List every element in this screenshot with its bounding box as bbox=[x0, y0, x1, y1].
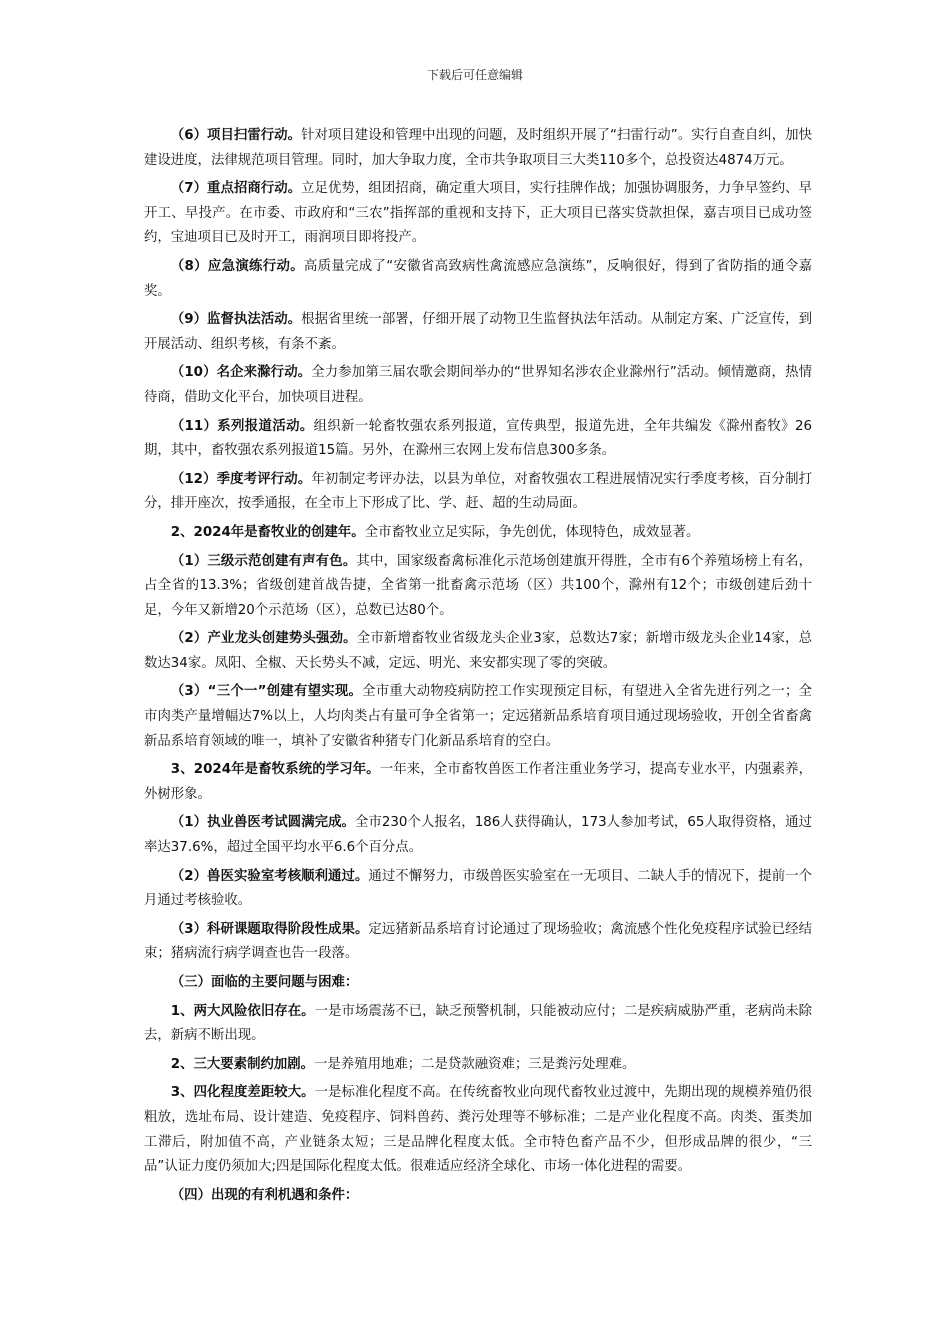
paragraph-quarterly-evaluation bbox=[144, 468, 812, 517]
paragraph-text: 一是标准化程度不高。在传统畜牧业向现代畜牧业过渡中，先期出现的规模养殖仍很粗放，选址布局、设计建造、免疫程序、饲料兽药、粪污处理等不够标准；二是产业化程度不高。肉类、蛋类加工滞后，附加值不高，产业链条太短；三是品牌化程度太低。全市特色畜产品不少，但形成品牌的很少，“三品”认证力度仍须加大;四是国际化程度太低。很难适应经济全球化、市场一体化进程的需要。 bbox=[144, 1085, 812, 1175]
paragraph-lead: （三）面临的主要问题与困难： bbox=[170, 975, 359, 990]
document-body bbox=[144, 124, 812, 1212]
page-header: 下载后可任意编辑 bbox=[426, 68, 523, 82]
paragraph-text: 通过不懈努力，市级兽医实验室在一无项目、二缺人手的情况下，提前一个月通过考核验收。 bbox=[144, 868, 812, 909]
paragraph-text: 立足优势，组团招商，确定重大项目，实行挂牌作战；加强协调服务，力争早签约、早开工、早投产。在市委、市政府和“三农”指挥部的重视和支持下，正大项目已落实贷款担保，嘉吉项目已成功签约，宝迪项目已及时开工，雨润项目即将投产。 bbox=[144, 181, 812, 246]
paragraph-lead: （1）三级示范创建有声有色。 bbox=[170, 553, 357, 569]
paragraph-three-level-demo bbox=[144, 550, 812, 624]
paragraph-emergency-drill bbox=[144, 255, 812, 304]
paragraph-lead: （10）名企来滁行动。 bbox=[170, 365, 312, 381]
paragraph-text: 一年来，全市畜牧兽医工作者注重业务学习，提高专业水平，内强素养，外树形象。 bbox=[144, 762, 812, 802]
paragraph-text: 全市重大动物疫病防控工作实现预定目标，有望进入全省先进行列之一；全市肉类产量增幅达7%以上，人均肉类占有量可争全省第一；定远猪新品系培育项目通过现场验收，开创全省畜禽新品系培育领域的唯一，填补了安徽省种猪专门化新品系培育的空白。 bbox=[144, 684, 812, 749]
paragraph-famous-enterprises bbox=[144, 361, 812, 410]
paragraph-lead: （8）应急演练行动。 bbox=[170, 258, 304, 274]
paragraph-lead: （四）出现的有利机遇和条件： bbox=[170, 1187, 359, 1203]
paragraph-research bbox=[144, 918, 812, 967]
paragraph-text: 一是市场震荡不已，缺乏预警机制，只能被动应付；二是疾病威胁严重，老病尚未除去，新病不断出现。 bbox=[144, 1003, 812, 1044]
paragraph-lead: 3、四化程度差距较大。 bbox=[170, 1085, 315, 1101]
paragraph-lead: 3、2024年是畜牧系统的学习年。 bbox=[170, 762, 380, 778]
paragraph-lead: （12）季度考评行动。 bbox=[170, 471, 312, 487]
paragraph-project-clearance bbox=[144, 124, 812, 173]
paragraph-vet-exam bbox=[144, 811, 812, 860]
paragraph-text: 全市畜牧业立足实际，争先创优，体现特色，成效显著。 bbox=[364, 524, 700, 540]
paragraph-text: 年初制定考评办法，以县为单位，对畜牧强农工程进展情况实行季度考核，百分制打分，排开座次，按季通报，在全市上下形成了比、学、赶、超的生动局面。 bbox=[144, 471, 813, 512]
paragraph-lead: （1）执业兽医考试圆满完成。 bbox=[170, 815, 355, 831]
paragraph-vet-lab bbox=[144, 865, 812, 914]
section-heading-problems bbox=[144, 971, 812, 996]
paragraph-creation-year bbox=[144, 521, 812, 546]
paragraph-lead: 1、两大风险依旧存在。 bbox=[170, 1003, 315, 1019]
paragraph-lead: 2、2024年是畜牧业的创建年。 bbox=[170, 524, 365, 540]
paragraph-text: 其中，国家级畜禽标准化示范场创建旗开得胜，全市有6个养殖场榜上有名，占全省的13.3%；省级创建首战告捷，全省第一批畜禽示范场（区）共100个，滁州有12个；市级创建后劲十足，今年又新增20个示范场（区），总数已达80个。 bbox=[144, 553, 812, 618]
paragraph-two-risks bbox=[144, 1000, 812, 1049]
paragraph-text: 组织新一轮畜牧强农系列报道，宣传典型，报道先进，全年共编发《滁州畜牧》26期，其中，畜牧强农系列报道15篇。另外，在滁州三农网上发布信息300多条。 bbox=[144, 418, 812, 459]
paragraph-text: 全力参加第三届农歌会期间举办的“世界知名涉农企业滁州行”活动。倾情邀商，热情待商，借助文化平台，加快项目进程。 bbox=[144, 365, 812, 405]
paragraph-four-gaps bbox=[144, 1081, 812, 1179]
paragraph-text: 全市新增畜牧业省级龙头企业3家，总数达7家；新增市级龙头企业14家，总数达34家。凤阳、全椒、天长势头不减，定远、明光、来安都实现了零的突破。 bbox=[144, 631, 812, 671]
paragraph-lead: （11）系列报道活动。 bbox=[170, 418, 314, 434]
paragraph-text: 根据省里统一部署，仔细开展了动物卫生监督执法年活动。从制定方案、广泛宣传，到开展活动、组织考核，有条不紊。 bbox=[144, 312, 812, 352]
paragraph-investment-attraction bbox=[144, 177, 812, 251]
paragraph-text: 定远猪新品系培育讨论通过了现场验收；禽流感个性化免疫程序试验已经结束；猪病流行病学调查也告一段落。 bbox=[144, 921, 812, 962]
paragraph-text: 针对项目建设和管理中出现的问题，及时组织开展了“扫雷行动”。实行自查自纠，加快建设进度，法律规范项目管理。同时，加大争取力度，全市共争取项目三大类110多个，总投资达4874万元。 bbox=[144, 128, 812, 168]
paragraph-lead: （2）产业龙头创建势头强劲。 bbox=[170, 631, 357, 647]
paragraph-lead: （2）兽医实验室考核顺利通过。 bbox=[170, 868, 369, 884]
paragraph-lead: （3）科研课题取得阶段性成果。 bbox=[170, 921, 369, 937]
paragraph-lead: （7）重点招商行动。 bbox=[170, 181, 302, 197]
paragraph-supervision bbox=[144, 308, 812, 357]
paragraph-learning-year bbox=[144, 758, 812, 807]
paragraph-text: 一是养殖用地难；二是贷款融资难；三是粪污处理难。 bbox=[314, 1056, 636, 1072]
paragraph-text: 高质量完成了“安徽省高致病性禽流感应急演练”，反响很好，得到了省防指的通令嘉奖。 bbox=[144, 258, 812, 299]
paragraph-lead: （9）监督执法活动。 bbox=[170, 312, 302, 328]
paragraph-three-ones bbox=[144, 680, 812, 754]
paragraph-text: 全市230个人报名，186人获得确认，173人参加考试，65人取得资格，通过率达37.6%，超过全国平均水平6.6个百分点。 bbox=[144, 815, 812, 856]
paragraph-series-reports bbox=[144, 415, 812, 464]
paragraph-lead: （6）项目扫雷行动。 bbox=[170, 128, 302, 143]
paragraph-leading-enterprises bbox=[144, 627, 812, 676]
paragraph-three-factors bbox=[144, 1053, 812, 1078]
paragraph-lead: （3）“三个一”创建有望实现。 bbox=[170, 684, 363, 700]
paragraph-lead: 2、三大要素制约加剧。 bbox=[170, 1056, 315, 1072]
section-heading-opportunities bbox=[144, 1184, 812, 1209]
